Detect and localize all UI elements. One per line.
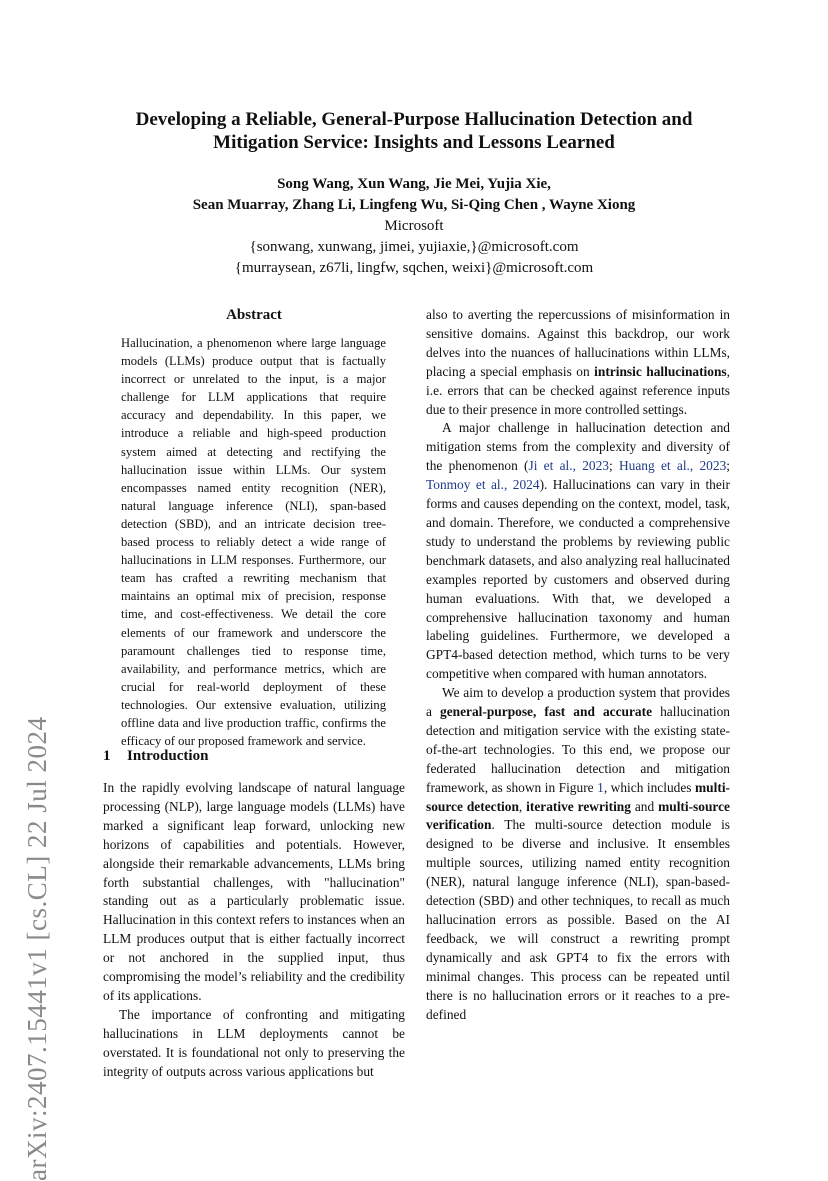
figure-reference-link[interactable]: 1	[597, 779, 604, 795]
text-run: ;	[726, 458, 731, 474]
emails-line-2: {murraysean, z67li, lingfw, sqchen, weixi}@microsoft.com	[234, 260, 594, 276]
left-column-body	[103, 779, 405, 1082]
bold-term: multi-source detection	[426, 779, 730, 814]
text-run: and	[630, 798, 659, 814]
paper-title	[80, 108, 748, 154]
text-run: ). Hallucinations can vary in their forms and causes depending on the context, model, task, and domain. Therefore, we conducted a comprehensive study to understand the problems by reviewing public benchmark datasets, and also analyzing real hallucinated examples reported by customers and observed during human evaluations. With that, we developed a comprehensive hallucination taxonomy and human labeling guidelines. Furthermore, we developed a GPT4-based detection method, which turns to be very competitive when compared with human annotators.	[426, 477, 730, 682]
section-heading-introduction	[103, 748, 208, 765]
citation-link[interactable]: Huang et al., 2023	[619, 458, 727, 474]
citation-link[interactable]: Ji et al., 2023	[528, 458, 610, 474]
section-title: Introduction	[127, 748, 209, 764]
bold-term: intrinsic hallucinations	[594, 363, 727, 379]
right-paragraph-1	[426, 306, 730, 419]
title-line-2: Mitigation Service: Insights and Lessons Learned	[213, 132, 615, 153]
text-run: , i.e. errors that can be checked against reference inputs due to their presence in more controlled settings.	[426, 363, 730, 417]
arxiv-identifier: arXiv:2407.15441v1 [cs.CL] 22 Jul 2024	[22, 716, 52, 1181]
text-run: A major challenge in hallucination detection and mitigation stems from the complexity and diversity of the phenomenon (	[426, 420, 730, 474]
bold-term: iterative rewriting	[526, 798, 631, 814]
abstract-text: Hallucination, a phenomenon where large language models (LLMs) produce output that is factually incorrect or unrelated to the input, is a major challenge for LLM applications that require accuracy and dependability. In this paper, we introduce a reliable and high-speed production system aimed at detecting and rectifying the hallucination issue within LLMs. Our system encompasses named entity recognition (NER), natural language inference (NLI), span-based detection (SBD), and an intricate decision tree-based process to reliably detect a wide range of hallucinations in LLM responses. Furthermore, our team has crafted a rewriting mechanism that maintains an optimal mix of precision, response time, and cost-effectiveness. We detail the core elements of our framework and underscore the paramount challenges tied to response time, availability, and performance metrics, which are crucial for real-world deployment of these technologies. Our extensive evaluation, utilizing offline data and live production traffic, confirms the efficacy of our proposed framework and service.	[121, 336, 386, 749]
text-run: ,	[518, 798, 527, 814]
text-run: also to averting the repercussions of misinformation in sensitive domains. Against this backdrop, our work delves into the nuances of hallucinations within LLMs, placing a special emphasis on	[426, 307, 730, 379]
text-run: ;	[609, 458, 619, 474]
author-block	[80, 174, 748, 279]
intro-paragraph-2: The importance of confronting and mitigating hallucinations in LLM deployments cannot be overstated. It is foundational not only to preserving the integrity of outputs across various applications but	[103, 1006, 405, 1079]
authors-line-2: Sean Muarray, Zhang Li, Lingfeng Wu, Si-Qing Chen , Wayne Xiong	[192, 197, 636, 213]
text-run: . The multi-source detection module is designed to be diverse and inclusive. It ensembles multiple sources, utilizing named entity recognition (NER), natural languge inference (NLI), span-based-detection (SBD) and other techniques, to recall as much hallucination errors as possible. Based on the AI feedback, we will construct a rewriting prompt dynamically and ask GPT4 to fix the errors with minimal changes. This process can be repeated until there is no hallucination errors or it reaches to a pre-defined	[426, 817, 730, 1022]
citation-link[interactable]: Tonmoy et al., 2024	[426, 477, 540, 493]
text-run: hallucination detection and mitigation service with the existing state-of-the-art technologies. To this end, we propose our federated hallucination detection and mitigation framework, as shown in Figure	[426, 704, 731, 795]
text-run: , which includes	[603, 779, 696, 795]
text-run: We aim to develop a production system that provides a	[426, 685, 730, 720]
bold-term: multi-source verification	[426, 798, 730, 833]
abstract-heading: Abstract	[226, 307, 282, 323]
affiliation: Microsoft	[384, 218, 444, 234]
right-paragraph-2	[426, 419, 730, 684]
emails-line-1: {sonwang, xunwang, jimei, yujiaxie,}@microsoft.com	[249, 239, 579, 255]
right-paragraph-3	[426, 684, 730, 1024]
authors-line-1: Song Wang, Xun Wang, Jie Mei, Yujia Xie,	[277, 176, 551, 192]
title-line-1: Developing a Reliable, General-Purpose Hallucination Detection and	[135, 109, 693, 130]
intro-paragraph-1: In the rapidly evolving landscape of natural language processing (NLP), large language models (LLMs) have marked a significant leap forward, unlocking new horizons of capabilities and potentials. However, alongside their remarkable advancements, LLMs bring forth substantial challenges, with "hallucination" standing out as a particularly problematic issue. Hallucination in this context refers to instances when an LLM produces output that is either factually incorrect or not anchored in the supplied input, thus compromising the model’s reliability and the credibility of its applications.	[103, 780, 405, 1003]
bold-term: general-purpose, fast and accurate	[440, 704, 653, 720]
section-number: 1	[103, 748, 111, 764]
right-column-body	[426, 306, 730, 1024]
